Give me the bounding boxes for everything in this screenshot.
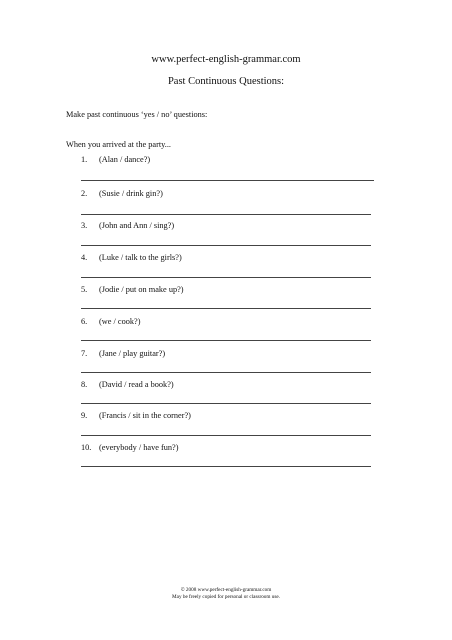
question-number: 1. — [81, 155, 88, 164]
question-prompt: (Alan / dance?) — [99, 155, 151, 164]
question-number: 7. — [81, 349, 88, 358]
question-prompt: (everybody / have fun?) — [99, 443, 179, 452]
question-item-6 — [81, 317, 381, 326]
answer-line-4[interactable] — [81, 277, 371, 278]
question-prompt: (Jodie / put on make up?) — [99, 285, 184, 294]
answer-line-8[interactable] — [81, 403, 371, 404]
answer-line-10[interactable] — [81, 466, 371, 467]
question-item-1 — [81, 155, 381, 164]
question-number: 3. — [81, 221, 88, 230]
answer-line-3[interactable] — [81, 245, 371, 246]
question-number: 10. — [81, 443, 92, 452]
question-item-8 — [81, 380, 381, 389]
question-number: 4. — [81, 253, 88, 262]
answer-line-6[interactable] — [81, 340, 371, 341]
footer-permission: May be freely copied for personal or classroom use. — [172, 594, 280, 600]
instruction-text: Make past continuous ‘yes / no’ questions: — [66, 110, 208, 119]
question-number: 6. — [81, 317, 88, 326]
answer-line-2[interactable] — [81, 214, 371, 215]
answer-line-7[interactable] — [81, 372, 371, 373]
question-prompt: (John and Ann / sing?) — [99, 221, 175, 230]
question-item-9 — [81, 411, 381, 420]
question-prompt: (David / read a book?) — [99, 380, 174, 389]
question-number: 9. — [81, 411, 88, 420]
question-number: 8. — [81, 380, 88, 389]
footer-copyright: © 2008 www.perfect-english-grammar.com — [180, 587, 272, 593]
question-item-7 — [81, 349, 381, 358]
question-prompt: (Susie / drink gin?) — [99, 189, 163, 198]
question-item-10 — [81, 443, 381, 452]
question-prompt: (we / cook?) — [99, 317, 141, 326]
answer-line-5[interactable] — [81, 308, 371, 309]
intro-text: When you arrived at the party... — [66, 140, 171, 149]
question-item-5 — [81, 285, 381, 294]
question-item-4 — [81, 253, 381, 262]
site-url: www.perfect-english-grammar.com — [151, 54, 301, 65]
answer-line-9[interactable] — [81, 435, 371, 436]
page-title: Past Continuous Questions: — [167, 76, 285, 87]
page-footer — [0, 587, 452, 601]
question-prompt: (Francis / sit in the corner?) — [99, 411, 191, 420]
answer-line-1[interactable] — [81, 180, 374, 181]
question-number: 5. — [81, 285, 88, 294]
question-number: 2. — [81, 189, 88, 198]
question-prompt: (Jane / play guitar?) — [99, 349, 166, 358]
question-prompt: (Luke / talk to the girls?) — [99, 253, 182, 262]
question-item-3 — [81, 221, 381, 230]
question-item-2 — [81, 189, 381, 198]
